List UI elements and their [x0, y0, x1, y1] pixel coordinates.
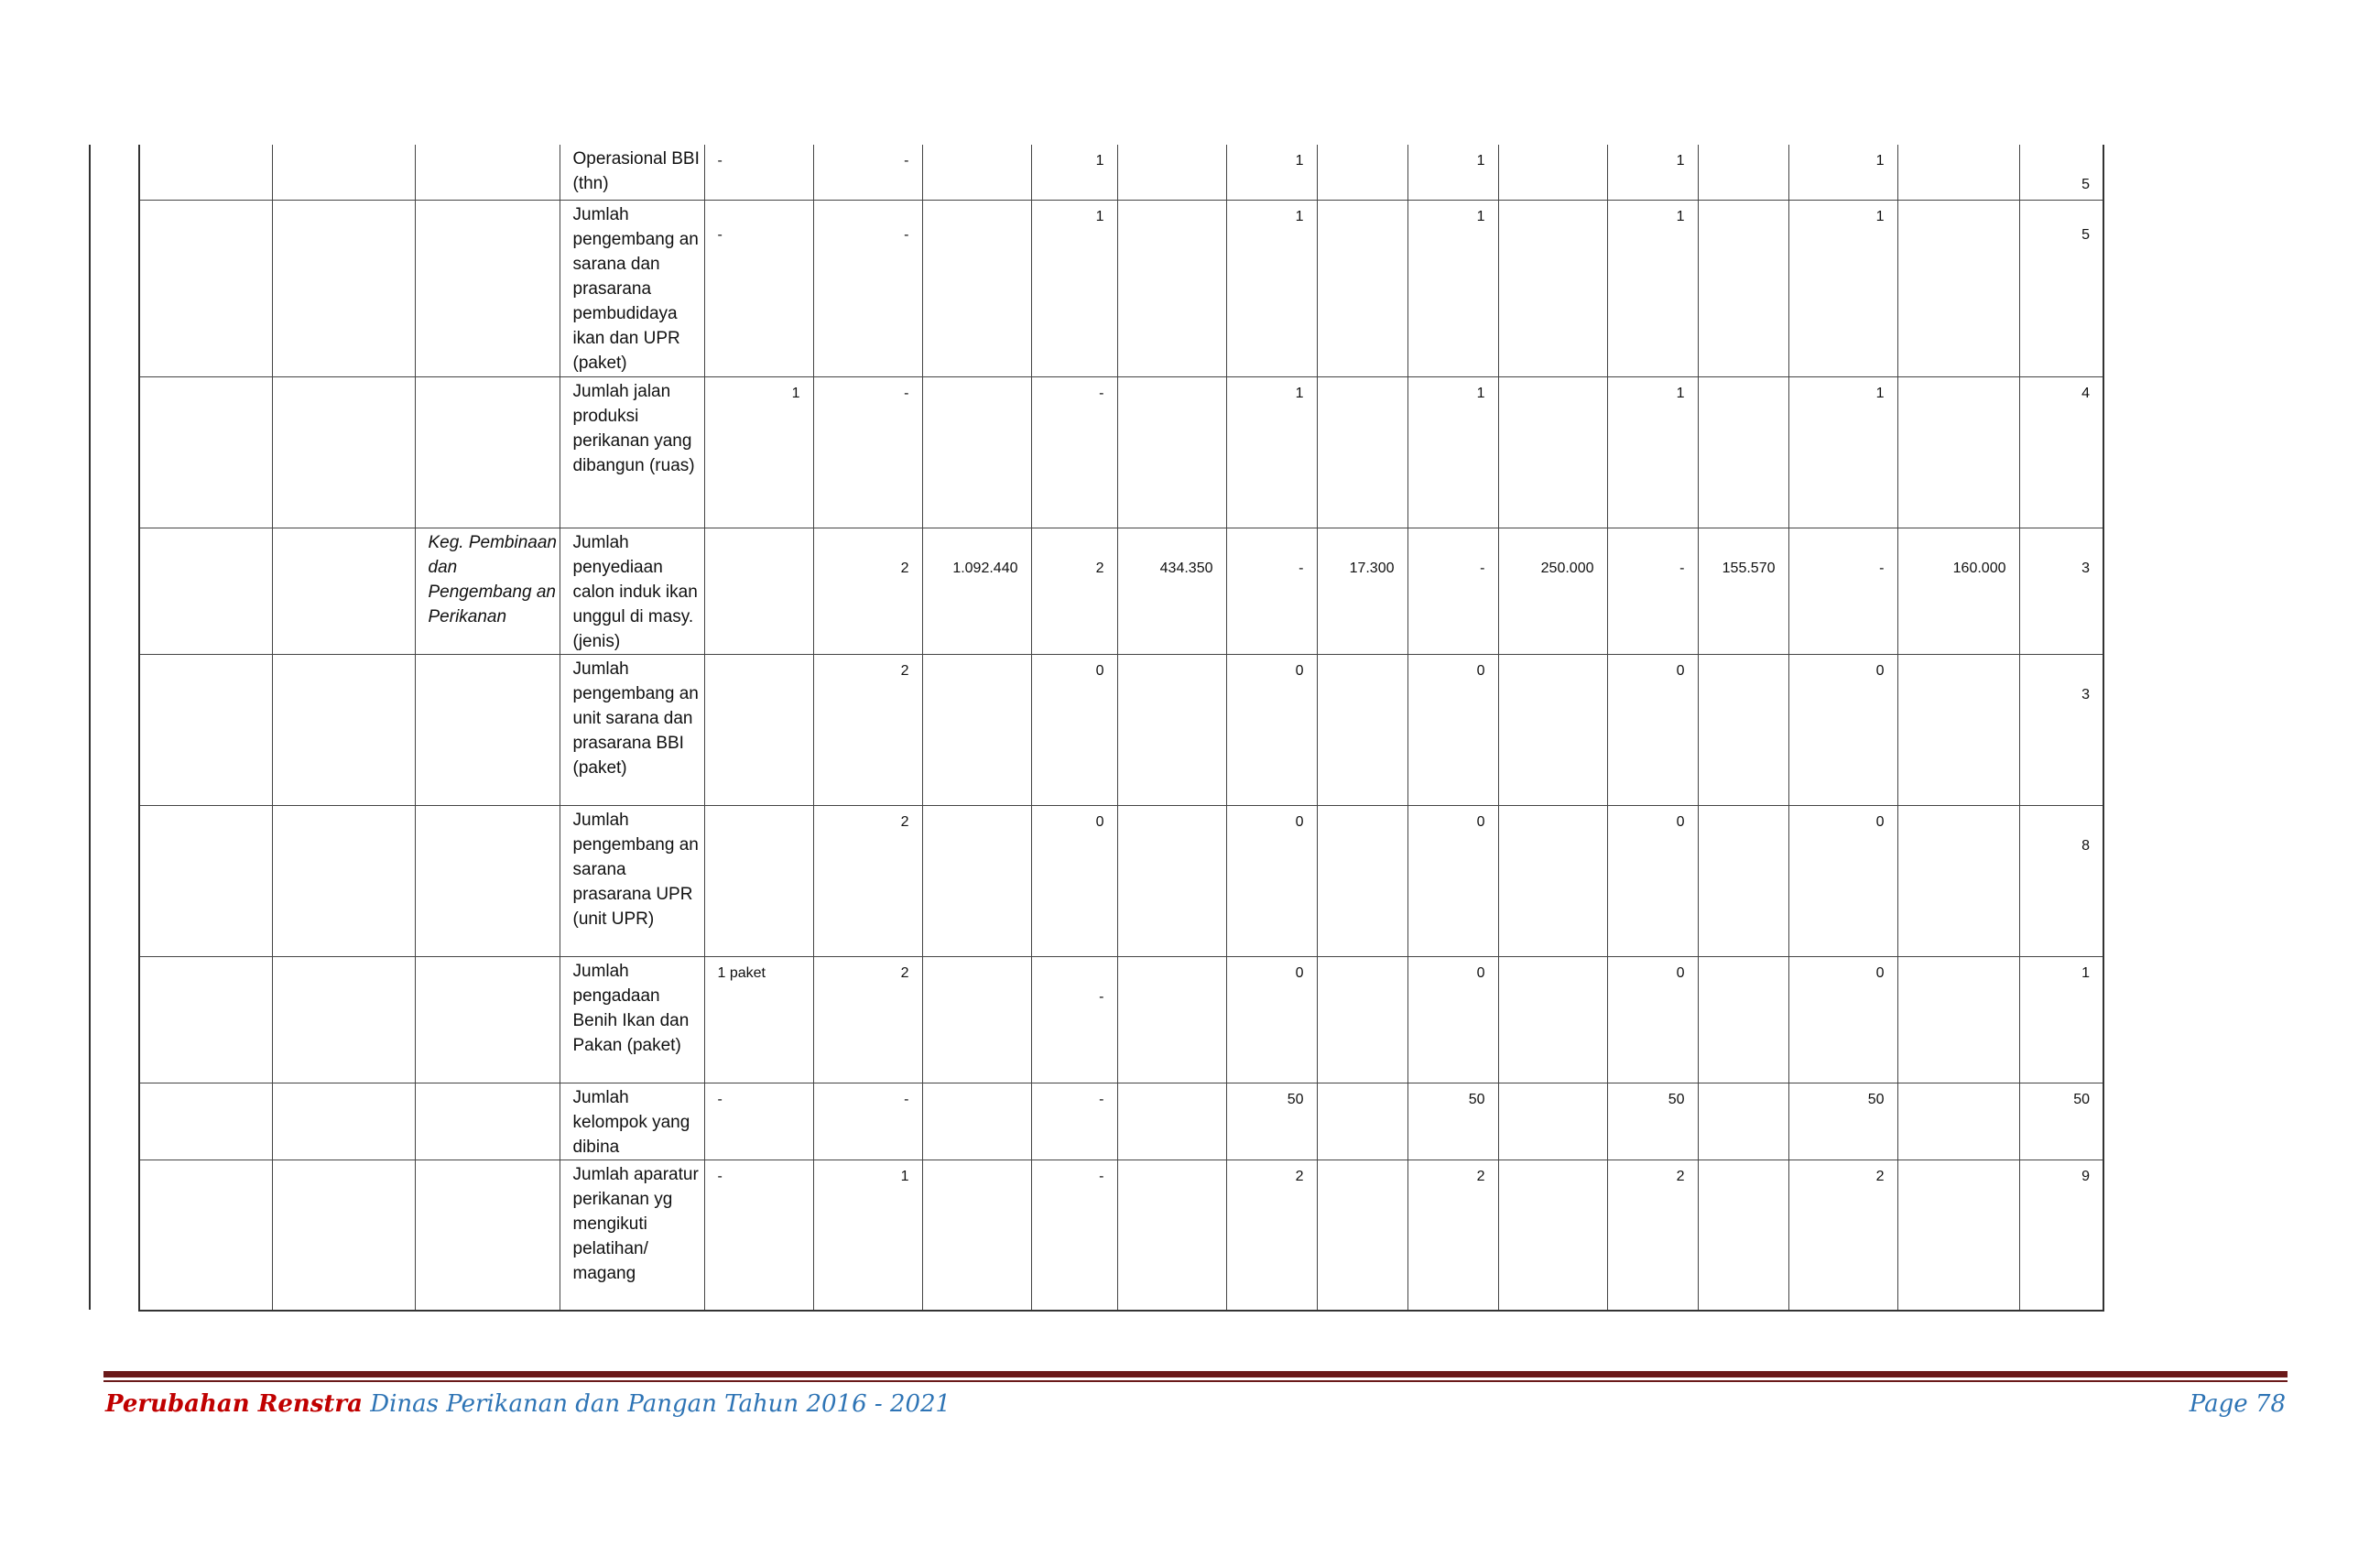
- value-cell: 4: [2019, 376, 2103, 528]
- value-cell: -: [1031, 1160, 1117, 1311]
- value-cell: -: [1031, 956, 1117, 1083]
- value-cell: [1317, 200, 1407, 376]
- value-cell: 2: [1407, 1160, 1498, 1311]
- value-cell: 0: [1607, 956, 1698, 1083]
- value-cell: [1498, 1083, 1607, 1160]
- value-cell: [704, 528, 813, 654]
- table-row: [139, 956, 2103, 1083]
- footer-title: [105, 1388, 951, 1421]
- kegiatan-cell: [415, 1160, 560, 1311]
- value-cell: 8: [2019, 805, 2103, 956]
- value-cell: 5: [2019, 200, 2103, 376]
- value-cell: [1698, 956, 1788, 1083]
- value-cell: 50: [1788, 1083, 1897, 1160]
- table-row: [139, 528, 2103, 654]
- indikator-cell: Jumlah pengembang an unit sarana dan prasarana BBI (paket): [560, 654, 704, 805]
- value-cell: 5: [2019, 145, 2103, 200]
- kegiatan-cell: [415, 145, 560, 200]
- value-cell: [1498, 956, 1607, 1083]
- value-cell: [1897, 956, 2019, 1083]
- value-cell: [1117, 654, 1226, 805]
- value-cell: [1117, 376, 1226, 528]
- value-cell: 1: [1607, 200, 1698, 376]
- kegiatan-cell: [415, 1083, 560, 1160]
- value-cell: 0: [1226, 956, 1317, 1083]
- value-cell: 1: [1226, 200, 1317, 376]
- value-cell: [1897, 1160, 2019, 1311]
- value-cell: 0: [1407, 805, 1498, 956]
- value-cell: [1498, 376, 1607, 528]
- value-cell: 1: [1788, 145, 1897, 200]
- value-cell: 0: [1226, 805, 1317, 956]
- value-cell: 1.092.440: [922, 528, 1031, 654]
- footer-subtitle: Dinas Perikanan dan Pangan Tahun 2016 - 2021: [370, 1390, 951, 1418]
- value-cell: 3: [2019, 528, 2103, 654]
- kegiatan-cell: [415, 805, 560, 956]
- table-row: [139, 654, 2103, 805]
- table-row: [139, 1083, 2103, 1160]
- value-cell: 1: [1788, 376, 1897, 528]
- value-cell: 2: [1788, 1160, 1897, 1311]
- value-cell: 0: [1607, 805, 1698, 956]
- value-cell: -: [1031, 1083, 1117, 1160]
- indikator-cell: Jumlah jalan produksi perikanan yang dibangun (ruas): [560, 376, 704, 528]
- value-cell: 17.300: [1317, 528, 1407, 654]
- value-cell: -: [1407, 528, 1498, 654]
- kegiatan-cell: [415, 200, 560, 376]
- value-cell: 250.000: [1498, 528, 1607, 654]
- footer-rule-thin: [103, 1380, 2288, 1382]
- value-cell: [922, 654, 1031, 805]
- value-cell: [1698, 805, 1788, 956]
- indikator-cell: Jumlah pengembang an sarana prasarana UPR (unit UPR): [560, 805, 704, 956]
- value-cell: [1498, 805, 1607, 956]
- value-cell: 50: [1407, 1083, 1498, 1160]
- value-cell: 1: [1607, 376, 1698, 528]
- indikator-cell: Jumlah kelompok yang dibina: [560, 1083, 704, 1160]
- value-cell: 434.350: [1117, 528, 1226, 654]
- value-cell: [1698, 376, 1788, 528]
- value-cell: 160.000: [1897, 528, 2019, 654]
- table-row: [139, 1160, 2103, 1311]
- value-cell: 1: [1407, 200, 1498, 376]
- value-cell: -: [813, 1083, 922, 1160]
- value-cell: [1698, 654, 1788, 805]
- footer-rule: [103, 1371, 2288, 1377]
- value-cell: [1897, 654, 2019, 805]
- value-cell: 50: [1226, 1083, 1317, 1160]
- value-cell: [1698, 145, 1788, 200]
- value-cell: [1498, 145, 1607, 200]
- indikator-cell: Jumlah aparatur perikanan yg mengikuti pelatihan/ magang: [560, 1160, 704, 1311]
- indikator-cell: Jumlah pengembang an sarana dan prasarana pembudidaya ikan dan UPR (paket): [560, 200, 704, 376]
- value-cell: 1: [704, 376, 813, 528]
- value-cell: [1498, 654, 1607, 805]
- value-cell: 0: [1407, 654, 1498, 805]
- value-cell: [922, 956, 1031, 1083]
- value-cell: -: [1031, 376, 1117, 528]
- value-cell: [922, 376, 1031, 528]
- value-cell: [704, 654, 813, 805]
- value-cell: [922, 805, 1031, 956]
- page-number: Page 78: [2189, 1390, 2286, 1418]
- value-cell: 2: [813, 805, 922, 956]
- indikator-cell: Operasional BBI (thn): [560, 145, 704, 200]
- value-cell: [1317, 1160, 1407, 1311]
- kegiatan-cell: [415, 956, 560, 1083]
- value-cell: 0: [1788, 805, 1897, 956]
- value-cell: 1: [1788, 200, 1897, 376]
- value-cell: 0: [1407, 956, 1498, 1083]
- value-cell: [922, 200, 1031, 376]
- value-cell: [1117, 805, 1226, 956]
- value-cell: 0: [1031, 654, 1117, 805]
- value-cell: -: [813, 145, 922, 200]
- kegiatan-cell: [415, 376, 560, 528]
- value-cell: [1117, 145, 1226, 200]
- value-cell: 2: [813, 654, 922, 805]
- value-cell: [922, 145, 1031, 200]
- table-row: [139, 376, 2103, 528]
- value-cell: 1: [1407, 376, 1498, 528]
- value-cell: 0: [1031, 805, 1117, 956]
- value-cell: 155.570: [1698, 528, 1788, 654]
- value-cell: [922, 1083, 1031, 1160]
- value-cell: 2: [1607, 1160, 1698, 1311]
- table-row: [139, 805, 2103, 956]
- value-cell: 0: [1788, 956, 1897, 1083]
- value-cell: -: [704, 1160, 813, 1311]
- page-margin-line: [89, 145, 91, 1310]
- value-cell: [1317, 145, 1407, 200]
- value-cell: [1117, 1160, 1226, 1311]
- value-cell: 50: [2019, 1083, 2103, 1160]
- table-row: [139, 200, 2103, 376]
- value-cell: [1317, 956, 1407, 1083]
- value-cell: [1698, 1160, 1788, 1311]
- value-cell: 3: [2019, 654, 2103, 805]
- value-cell: [1117, 956, 1226, 1083]
- value-cell: -: [704, 1083, 813, 1160]
- value-cell: 50: [1607, 1083, 1698, 1160]
- value-cell: 1 paket: [704, 956, 813, 1083]
- value-cell: 1: [813, 1160, 922, 1311]
- value-cell: 1: [1607, 145, 1698, 200]
- value-cell: [1317, 1083, 1407, 1160]
- value-cell: [1897, 376, 2019, 528]
- value-cell: [704, 805, 813, 956]
- value-cell: [1317, 376, 1407, 528]
- value-cell: 1: [1031, 200, 1117, 376]
- value-cell: 1: [2019, 956, 2103, 1083]
- footer-brand: Perubahan Renstra: [105, 1390, 363, 1418]
- value-cell: 2: [1031, 528, 1117, 654]
- value-cell: [1117, 1083, 1226, 1160]
- value-cell: [1897, 200, 2019, 376]
- value-cell: 9: [2019, 1160, 2103, 1311]
- table-row: [139, 145, 2103, 200]
- value-cell: [1698, 200, 1788, 376]
- renstra-table: [138, 145, 2104, 1312]
- value-cell: [1897, 805, 2019, 956]
- kegiatan-cell: [415, 654, 560, 805]
- value-cell: [1117, 200, 1226, 376]
- indikator-cell: Jumlah penyediaan calon induk ikan unggul di masy. (jenis): [560, 528, 704, 654]
- value-cell: [922, 1160, 1031, 1311]
- value-cell: [1317, 654, 1407, 805]
- value-cell: -: [1788, 528, 1897, 654]
- value-cell: -: [813, 376, 922, 528]
- value-cell: [1698, 1083, 1788, 1160]
- value-cell: -: [704, 200, 813, 376]
- value-cell: [1897, 1083, 2019, 1160]
- indikator-cell: Jumlah pengadaan Benih Ikan dan Pakan (paket): [560, 956, 704, 1083]
- kegiatan-cell: Keg. Pembinaan dan Pengembang an Perikanan: [415, 528, 560, 654]
- value-cell: 2: [813, 528, 922, 654]
- value-cell: [1498, 200, 1607, 376]
- value-cell: [1498, 1160, 1607, 1311]
- value-cell: 2: [813, 956, 922, 1083]
- value-cell: 1: [1226, 145, 1317, 200]
- value-cell: -: [1607, 528, 1698, 654]
- value-cell: 0: [1788, 654, 1897, 805]
- value-cell: -: [813, 200, 922, 376]
- value-cell: -: [704, 145, 813, 200]
- value-cell: [1897, 145, 2019, 200]
- value-cell: 2: [1226, 1160, 1317, 1311]
- value-cell: 1: [1407, 145, 1498, 200]
- value-cell: 1: [1226, 376, 1317, 528]
- value-cell: 0: [1226, 654, 1317, 805]
- value-cell: [1317, 805, 1407, 956]
- value-cell: 0: [1607, 654, 1698, 805]
- value-cell: 1: [1031, 145, 1117, 200]
- value-cell: -: [1226, 528, 1317, 654]
